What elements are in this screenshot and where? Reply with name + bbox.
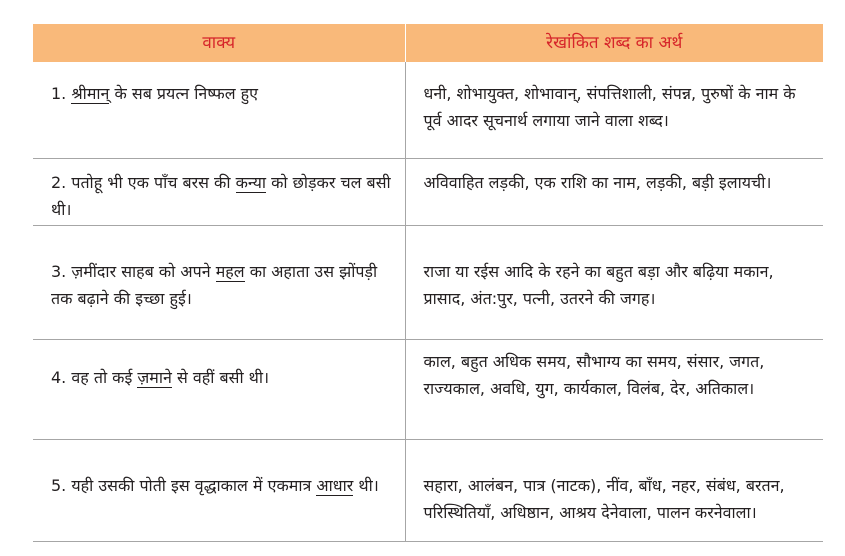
sentence-cell — [33, 340, 405, 440]
sentence-cell — [33, 440, 405, 542]
meaning-text: धनी, शोभायुक्त, शोभावान्, संपत्तिशाली, संपन्न, पुरुषों के नाम के पूर्व आदर सूचनार्थ लगाया जाने वाला शब्द। — [423, 84, 796, 130]
sentence-text: 1. — [51, 84, 72, 103]
underlined-word: आधार — [316, 476, 354, 495]
table-row — [33, 440, 823, 542]
meaning-cell — [405, 62, 823, 159]
sentence-text: को छोड़कर चल बसी थी। — [51, 173, 391, 219]
table-row — [33, 62, 823, 159]
sentence-text: का अहाता उस झोंपड़ी तक बढ़ाने की इच्छा हुई। — [51, 262, 378, 308]
table-row — [33, 226, 823, 340]
sentence-text: के सब प्रयत्न निष्फल हुए — [109, 84, 258, 103]
header-sentence: वाक्य — [33, 24, 405, 62]
meaning-cell — [405, 340, 823, 440]
sentence-cell — [33, 159, 405, 226]
underlined-word: ज़माने — [137, 368, 172, 387]
meaning-text: सहारा, आलंबन, पात्र (नाटक), नींव, बाँध, नहर, संबंध, बरतन, परिस्थितियाँ, अधिष्ठान, आश्रय देनेवाला, पालन करनेवाला। — [423, 476, 785, 522]
meaning-text: काल, बहुत अधिक समय, सौभाग्य का समय, संसार, जगत, राज्यकाल, अवधि, युग, कार्यकाल, विलंब, देर, अतिकाल। — [423, 352, 765, 398]
meaning-cell — [405, 159, 823, 226]
sentence-text: से वहीं बसी थी। — [171, 368, 270, 387]
word-meaning-table — [33, 24, 823, 542]
underlined-word: कन्या — [235, 173, 267, 192]
meaning-text: अविवाहित लड़की, एक राशि का नाम, लड़की, बड़ी इलायची। — [423, 173, 772, 192]
underlined-word: श्रीमान् — [71, 84, 110, 103]
sentence-text: 4. वह तो कई — [51, 368, 138, 387]
meaning-cell — [405, 440, 823, 542]
sentence-text: 5. यही उसकी पोती इस वृद्धाकाल में एकमात्र — [51, 476, 317, 495]
sentence-cell — [33, 62, 405, 159]
underlined-word: महल — [215, 262, 245, 281]
table-header — [33, 24, 823, 62]
table-row — [33, 159, 823, 226]
meaning-cell — [405, 226, 823, 340]
sentence-cell — [33, 226, 405, 340]
sentence-text: 3. ज़मींदार साहब को अपने — [51, 262, 216, 281]
meaning-text: राजा या रईस आदि के रहने का बहुत बड़ा और बढ़िया मकान, प्रासाद, अंत:पुर, पत्नी, उतरने की जगह। — [423, 262, 774, 308]
sentence-text: 2. पतोहू भी एक पाँच बरस की — [51, 173, 236, 192]
sentence-text: थी। — [353, 476, 379, 495]
table-row — [33, 340, 823, 440]
header-meaning: रेखांकित शब्द का अर्थ — [405, 24, 823, 62]
